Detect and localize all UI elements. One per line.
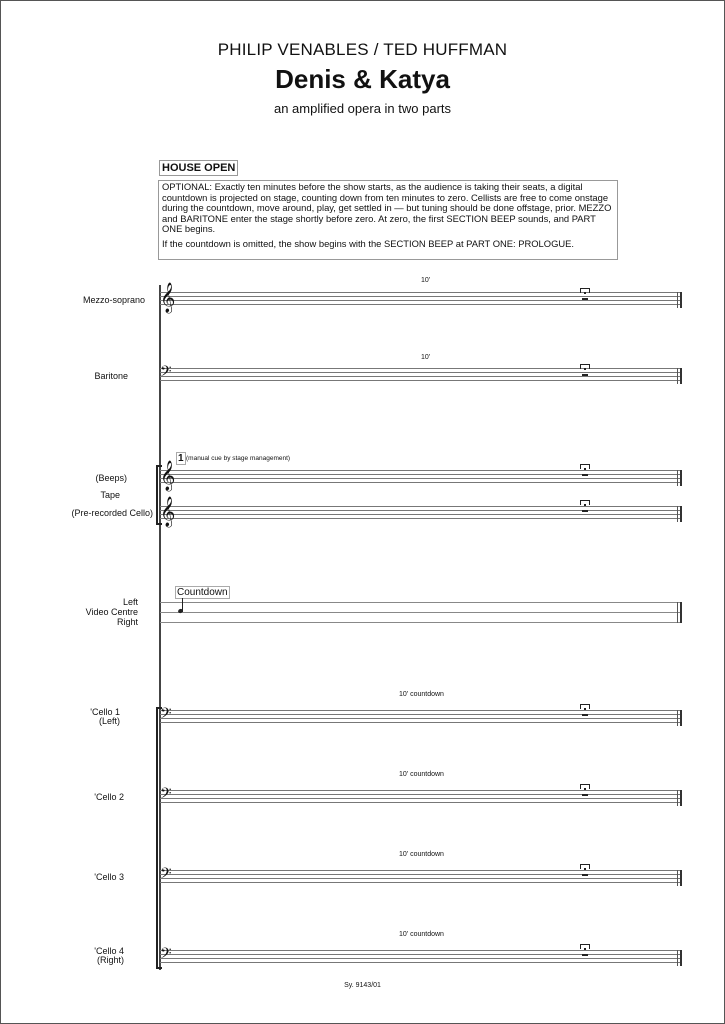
opera-title: Denis & Katya (275, 64, 450, 94)
baritone-duration: 10' (421, 354, 431, 361)
video-right-label: Right (116, 617, 138, 627)
house-open-heading: HOUSE OPEN (159, 160, 238, 176)
cello4-duration: 10' countdown (399, 931, 444, 938)
fermata-rest-icon (580, 500, 590, 514)
cello2-label: 'Cello 2 (94, 792, 124, 802)
cello1-label: 'Cello 1 (90, 707, 120, 717)
bass-clef-icon: 𝄢 (160, 865, 172, 886)
cello2-duration: 10' countdown (399, 771, 444, 778)
tape-cello-staff (160, 497, 682, 527)
rehearsal-mark: 1 (178, 453, 184, 464)
video-staff (160, 602, 682, 623)
treble-clef-icon: 𝄞 (160, 283, 176, 313)
cello4-staff (160, 945, 682, 966)
fermata-rest-icon (580, 704, 590, 718)
cello4-position: (Right) (96, 955, 124, 965)
bass-clef-icon: 𝄢 (160, 705, 172, 726)
tape-label: Tape (100, 490, 120, 500)
mezzo-duration: 10' (421, 277, 431, 284)
performance-notes (158, 180, 618, 260)
cello3-label: 'Cello 3 (94, 872, 124, 882)
countdown-box: Countdown (177, 587, 228, 598)
opera-subtitle: an amplified opera in two parts (273, 101, 452, 116)
fermata-rest-icon (580, 944, 590, 958)
tape-beeps-staff (160, 461, 682, 491)
fermata-rest-icon (580, 464, 590, 478)
notes-paragraph-1: OPTIONAL: Exactly ten minutes before the show starts, as the audience is taking their seats, a digital countdown is projected on stage, counting down from ten minutes to zero. Cellists are free to come onstage during the countdown, move around, play, get settled in — but tuning should be done offstage, prior. MEZZO and BARITONE enter the stage shortly before zero. At zero, the first SECTION BEEP sounds, and PART ONE begins. (162, 181, 612, 235)
fermata-rest-icon (580, 288, 590, 302)
mezzo-label: Mezzo-soprano (82, 295, 145, 305)
composer-credit: PHILIP VENABLES / TED HUFFMAN (217, 40, 508, 59)
cello3-duration: 10' countdown (399, 851, 444, 858)
treble-clef-icon: 𝄞 (160, 497, 176, 527)
cello4-label: 'Cello 4 (94, 946, 124, 956)
treble-clef-icon: 𝄞 (160, 461, 176, 491)
bass-clef-icon: 𝄢 (160, 785, 172, 806)
cello2-staff (160, 785, 682, 806)
mezzo-staff (160, 283, 682, 313)
baritone-label: Baritone (94, 371, 128, 381)
note-head-icon (177, 608, 183, 614)
tape-cello-label: (Pre-recorded Cello) (71, 508, 153, 518)
fermata-rest-icon (580, 864, 590, 878)
cello1-duration: 10' countdown (399, 691, 444, 698)
notes-paragraph-2: If the countdown is omitted, the show begins with the SECTION BEEP at PART ONE: PROLOGUE. (162, 237, 574, 249)
fermata-rest-icon (580, 784, 590, 798)
bass-clef-icon: 𝄢 (160, 945, 172, 966)
bass-clef-icon: 𝄢 (160, 363, 172, 384)
baritone-staff (160, 363, 682, 384)
tape-cue: (manual cue by stage management) (186, 455, 291, 462)
cello1-staff (160, 705, 682, 726)
video-centre-label: Video Centre (85, 607, 138, 617)
cello1-position: (Left) (98, 716, 120, 726)
tape-beeps-label: (Beeps) (95, 473, 127, 483)
cello3-staff (160, 865, 682, 886)
fermata-rest-icon (580, 364, 590, 378)
catalogue-number: Sy. 9143/01 (344, 982, 381, 989)
cello-bracket (156, 707, 162, 969)
video-left-label: Left (122, 597, 138, 607)
